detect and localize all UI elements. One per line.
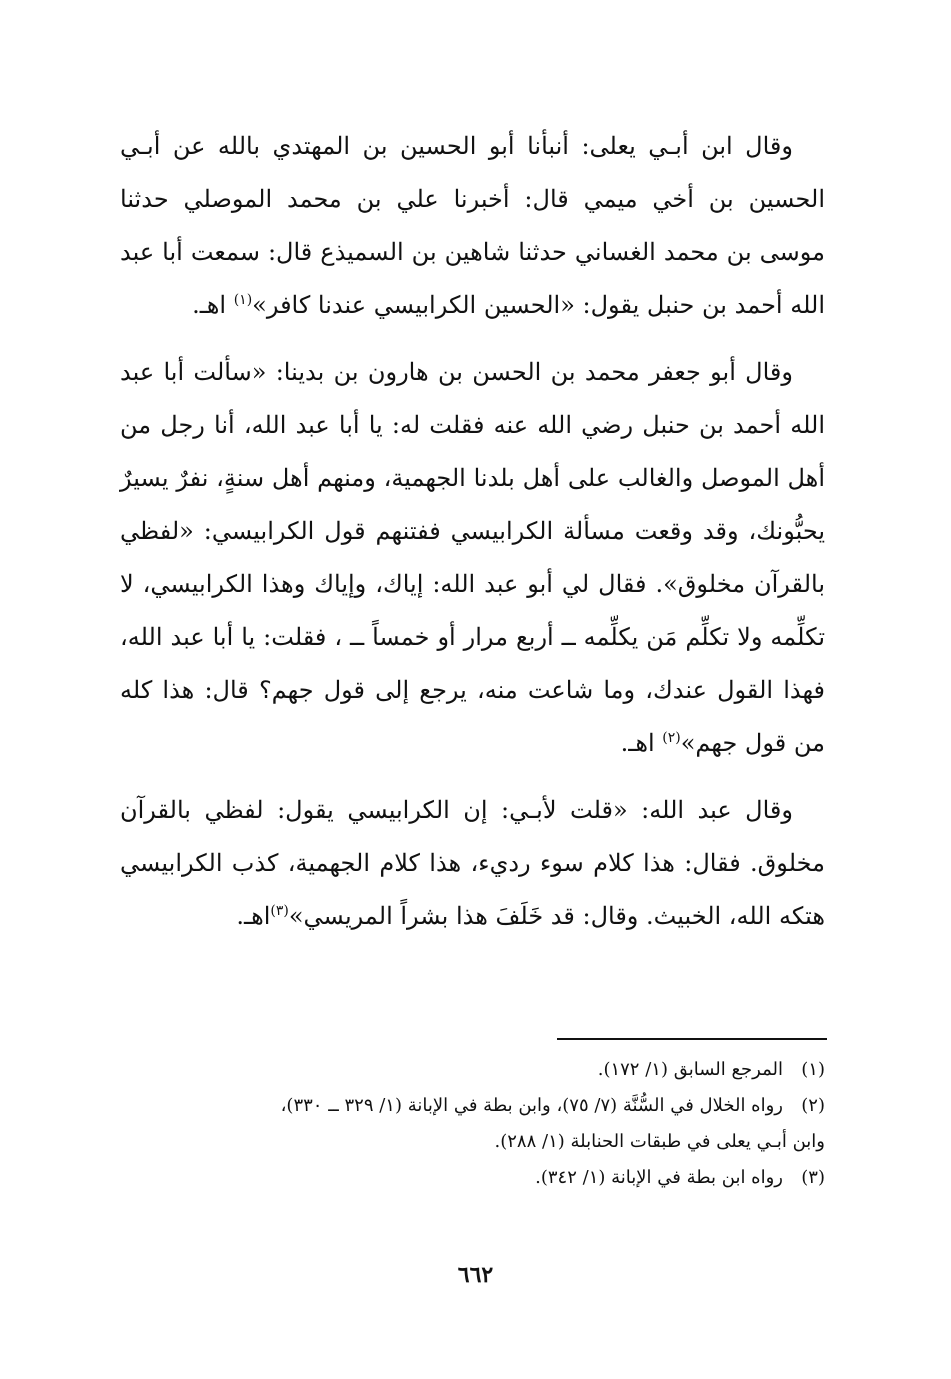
paragraph-2-text: وقال أبو جعفر محمد بن الحسن بن هارون بن بدينا: «سألت أبا عبد الله أحمد بن حنبل رضي الله عنه فقلت له: يا أبا عبد الله، أنا رجل من أهل الموصل والغالب على أهل بلدنا الجهمية، ومنهم أهل سنةٍ، نفرٌ يسيرٌ يحبُّونك، وقد وقعت مسألة الكرابيسي ففتنهم قول الكرابيسي: «لفظي بالقرآن مخلوق». فقال لي أبو عبد الله: إياك، وإياك وهذا الكرابيسي، لا تكلِّمه ولا تكلِّم مَن يكلِّمه ــ أربع مرار أو خمساً ــ ، فقلت: يا أبا عبد الله، فهذا القول عندك، وما شاعت منه، يرجع إلى قول جهم؟ قال: هذا كله من قول جهم» [120, 358, 825, 757]
paragraph-1 [120, 120, 825, 332]
paragraph-1-text: وقال ابن أبـي يعلى: أنبأنا أبو الحسين بن المهتدي بالله عن أبـي الحسين بن أخي ميمي قال: أخبرنا علي بن محمد الموصلي حدثنا موسى بن محمد الغساني حدثنا شاهين بن السميذع قال: سمعت أبا عبد الله أحمد بن حنبل يقول: «الحسين الكرابيسي عندنا كافر» [120, 132, 825, 319]
paragraph-2-tail: اهـ. [620, 729, 663, 757]
footnote-text: رواه الخلال في السُّنَّة (٧/ ٧٥)، وابن بطة في الإبانة (١/ ٣٢٩ ــ ٣٣٠)، [280, 1095, 783, 1116]
footnote-text: المرجع السابق (١/ ١٧٢). [597, 1059, 783, 1080]
footnote-number: (٣) [801, 1167, 825, 1188]
paragraph-3-tail: اهـ. [236, 902, 271, 930]
footnote-number: (١) [801, 1059, 825, 1080]
footnotes [120, 1052, 825, 1196]
paragraph-3 [120, 784, 825, 943]
paragraph-3-text: وقال عبد الله: «قلت لأبـي: إن الكرابيسي يقول: لفظي بالقرآن مخلوق. فقال: هذا كلام سوء رديء، هذا كلام الجهمية، كذب الكرابيسي هتكه الله، الخبيث. وقال: قد خَلَفَ هذا بشراً المريسي» [120, 796, 825, 930]
footnote-2-continuation: وابن أبـي يعلى في طبقات الحنابلة (١/ ٢٨٨). [494, 1131, 825, 1152]
footnote-1 [120, 1052, 825, 1088]
main-text [120, 120, 825, 957]
paragraph-2 [120, 346, 825, 770]
paragraph-1-tail: اهـ. [192, 291, 234, 319]
footnote-divider [557, 1038, 827, 1040]
footnote-number: (٢) [801, 1095, 825, 1116]
footnote-3 [120, 1160, 825, 1196]
footnote-text: رواه ابن بطة في الإبانة (١/ ٣٤٢). [535, 1167, 783, 1188]
footnote-ref-3[interactable]: (٣) [270, 903, 289, 919]
footnote-ref-1[interactable]: (١) [233, 292, 253, 308]
footnote-ref-2[interactable]: (٢) [662, 730, 681, 746]
footnote-2 [120, 1088, 825, 1124]
page-number: ٦٦٢ [457, 1262, 494, 1288]
